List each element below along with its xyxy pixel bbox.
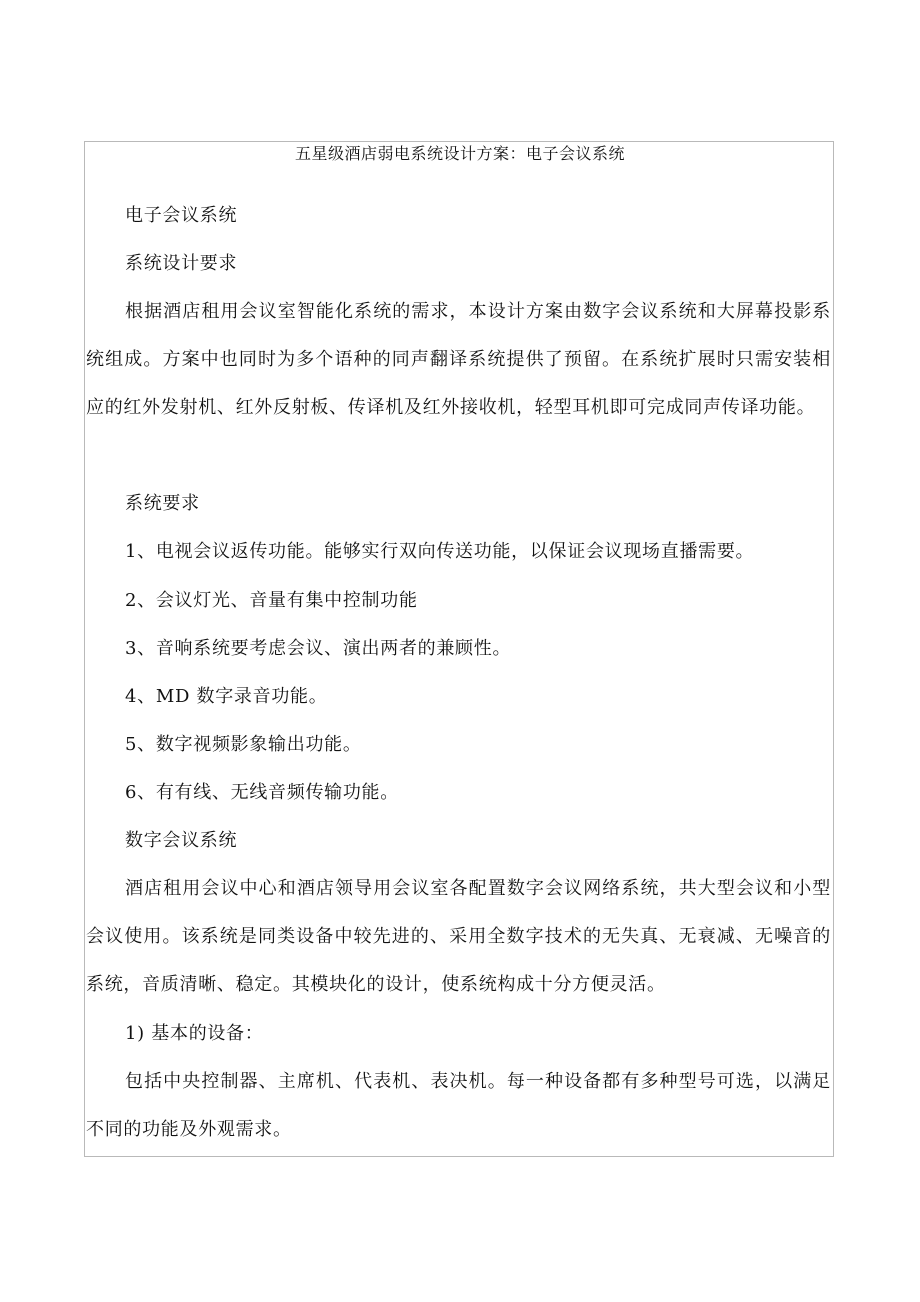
section-heading-digital-conference: 数字会议系统 (125, 830, 238, 851)
section-heading-electronic-conference: 电子会议系统 (125, 205, 238, 226)
list-item-requirement-6: 6、有有线、无线音频传输功能。 (125, 782, 399, 803)
paragraph-basic-equipment-description: 包括中央控制器、主席机、代表机、表决机。每一种设备都有多种型号可选，以满足不同的功能及外观需求。 (86, 1071, 831, 1140)
list-item-requirement-5: 5、数字视频影象输出功能。 (125, 734, 362, 755)
section-heading-basic-equipment: 1) 基本的设备： (125, 1023, 264, 1044)
document-title: 五星级酒店弱电系统设计方案：电子会议系统 (294, 144, 625, 163)
section-heading-system-requirements: 系统要求 (125, 493, 200, 514)
list-item-requirement-2: 2、会议灯光、音量有集中控制功能 (125, 590, 418, 611)
list-item-requirement-1: 1、电视会议返传功能。能够实行双向传送功能，以保证会议现场直播需要。 (125, 541, 755, 562)
paragraph-system-composition: 根据酒店租用会议室智能化系统的需求，本设计方案由数字会议系统和大屏幕投影系统组成。方案中也同时为多个语种的同声翻译系统提供了预留。在系统扩展时只需安装相应的红外发射机、红外反射板、传译机及红外接收机，轻型耳机即可完成同声传译功能。 (86, 301, 831, 418)
paragraph-digital-conference-description: 酒店租用会议中心和酒店领导用会议室各配置数字会议网络系统，共大型会议和小型会议使用。该系统是同类设备中较先进的、采用全数字技术的无失真、无衰减、无噪音的系统，音质清晰、稳定。其模块化的设计，使系统构成十分方便灵活。 (86, 878, 831, 995)
list-item-requirement-4: 4、MD 数字录音功能。 (125, 686, 328, 707)
list-item-requirement-3: 3、音响系统要考虑会议、演出两者的兼顾性。 (125, 638, 512, 659)
section-heading-design-requirements: 系统设计要求 (125, 253, 238, 274)
